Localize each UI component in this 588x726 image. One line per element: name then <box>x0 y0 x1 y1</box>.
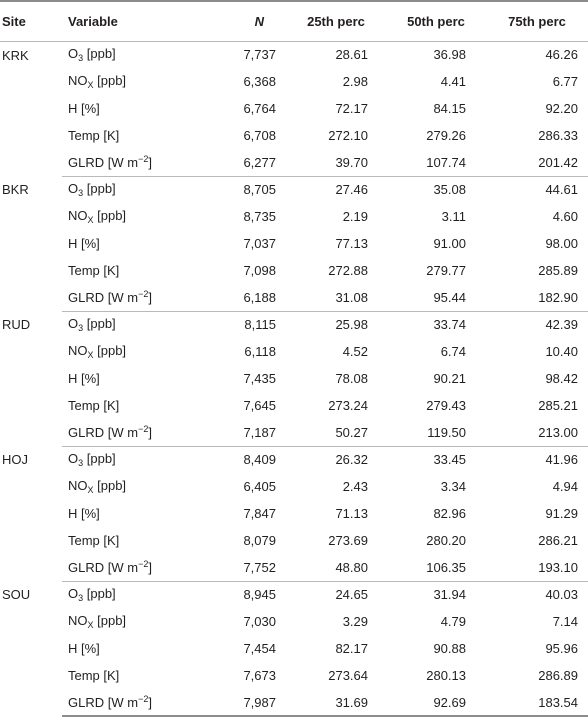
variable-cell <box>62 284 198 311</box>
header-variable: Variable <box>62 1 198 41</box>
p50-cell: 106.35 <box>386 554 486 581</box>
p75-cell: 95.96 <box>545 641 578 656</box>
p50-cell: 4.79 <box>440 614 466 629</box>
variable-unit: ] <box>148 155 152 171</box>
p50-cell: 95.44 <box>386 284 486 311</box>
variable-subscript: X <box>87 215 94 225</box>
p75-cell: 44.61 <box>545 182 578 198</box>
n-cell: 7,098 <box>243 263 276 278</box>
header-site: Site <box>0 1 62 41</box>
variable-cell <box>62 689 198 716</box>
site-cell: SOU <box>2 587 31 602</box>
header-n: N <box>198 1 286 41</box>
variable-label: H [%] <box>68 506 100 521</box>
p50-cell: 279.26 <box>426 128 466 143</box>
header-25th-perc: 25th perc <box>286 1 386 41</box>
variable-label: O <box>68 46 79 62</box>
n-cell: 6,368 <box>243 74 276 89</box>
table-row <box>0 527 588 554</box>
variable-label: NO <box>68 208 88 223</box>
variable-subscript: X <box>87 80 94 90</box>
p75-cell: 286.89 <box>538 668 578 683</box>
p25-cell: 4.52 <box>342 344 368 359</box>
n-cell: 7,454 <box>243 641 276 656</box>
table-row <box>0 662 588 689</box>
site-cell: BKR <box>2 182 29 197</box>
variable-label: H [%] <box>68 641 100 656</box>
p25-cell: 273.64 <box>328 668 368 683</box>
variable-cell <box>62 581 198 608</box>
p75-cell: 98.00 <box>545 236 578 251</box>
n-cell: 6,405 <box>243 479 276 494</box>
variable-cell <box>62 257 198 284</box>
n-cell: 7,645 <box>243 398 276 413</box>
p50-cell: 3.11 <box>441 209 466 224</box>
p75-cell: 4.94 <box>552 479 578 494</box>
variable-cell <box>62 68 198 95</box>
n-cell: 7,030 <box>243 614 276 629</box>
variable-cell <box>62 122 198 149</box>
p25-cell: 273.24 <box>328 398 368 413</box>
n-cell: 6,118 <box>244 344 276 359</box>
variable-label: GLRD [W m <box>68 425 139 441</box>
variable-superscript: −2 <box>138 694 149 704</box>
variable-label: O <box>68 451 79 467</box>
table-row <box>0 203 588 230</box>
p75-cell: 182.90 <box>486 284 588 311</box>
p25-cell: 31.69 <box>286 689 386 716</box>
p50-cell: 92.69 <box>386 689 486 716</box>
variable-cell <box>62 554 198 581</box>
p50-cell: 90.88 <box>433 641 466 656</box>
variable-unit: ] <box>148 425 152 441</box>
header-75th-perc: 75th perc <box>486 1 588 41</box>
table-row <box>0 473 588 500</box>
variable-cell <box>62 311 198 338</box>
variable-unit: [ppb] <box>83 181 116 197</box>
p50-cell: 31.94 <box>433 587 466 603</box>
p75-cell: 41.96 <box>545 452 578 468</box>
p75-cell: 40.03 <box>545 587 578 603</box>
table-row <box>0 554 588 581</box>
n-cell: 7,435 <box>243 371 276 386</box>
variable-superscript: −2 <box>138 154 149 165</box>
p25-cell: 2.43 <box>342 479 368 494</box>
table-row <box>0 149 588 176</box>
variable-label: Temp [K] <box>68 398 120 413</box>
p50-cell: 90.21 <box>433 371 466 386</box>
p50-cell: 36.98 <box>433 47 466 63</box>
variable-subscript: X <box>87 620 94 630</box>
table-row <box>0 338 588 365</box>
n-cell: 8,705 <box>243 182 276 198</box>
p50-cell: 279.77 <box>426 263 466 278</box>
p50-cell: 279.43 <box>426 398 466 413</box>
p25-cell: 28.61 <box>335 47 368 63</box>
p75-cell: 6.77 <box>552 74 578 89</box>
variable-label: Temp [K] <box>68 128 120 143</box>
variable-label: Temp [K] <box>68 533 120 548</box>
header-50th-perc: 50th perc <box>386 1 486 41</box>
table-row <box>0 446 588 473</box>
p75-cell: 91.29 <box>545 506 578 521</box>
p25-cell: 39.70 <box>286 149 386 176</box>
p25-cell: 50.27 <box>286 419 386 446</box>
p25-cell: 24.65 <box>335 587 368 603</box>
variable-subscript: 3 <box>78 323 84 334</box>
p50-cell: 280.20 <box>426 533 466 548</box>
variable-subscript: 3 <box>78 188 84 199</box>
variable-unit: [ppb] <box>83 316 116 332</box>
variable-unit: ] <box>148 560 152 576</box>
table-row <box>0 500 588 527</box>
site-cell: HOJ <box>2 452 28 467</box>
table-row <box>0 419 588 446</box>
table-header <box>0 1 588 41</box>
p25-cell: 82.17 <box>335 641 368 656</box>
variable-unit: ] <box>148 695 152 710</box>
p75-cell: 213.00 <box>486 419 588 446</box>
variable-label: H [%] <box>68 236 100 251</box>
variable-unit: [ppb] <box>93 613 127 628</box>
table-row <box>0 689 588 716</box>
variable-subscript: 3 <box>78 593 84 604</box>
p50-cell: 33.45 <box>433 452 466 468</box>
variable-cell <box>62 419 198 446</box>
variable-label: Temp [K] <box>68 668 120 683</box>
p75-cell: 10.40 <box>545 344 578 359</box>
variable-label: H [%] <box>68 371 100 386</box>
variable-label: NO <box>68 343 88 358</box>
p75-cell: 98.42 <box>545 371 578 386</box>
p75-cell: 286.21 <box>538 533 578 548</box>
n-cell: 8,079 <box>243 533 276 548</box>
variable-cell <box>62 662 198 689</box>
variable-cell <box>62 365 198 392</box>
p25-cell: 2.19 <box>342 209 368 224</box>
table-row <box>0 41 588 68</box>
table-body <box>0 41 588 716</box>
p50-cell: 4.41 <box>440 74 466 89</box>
n-cell: 8,735 <box>243 209 276 224</box>
table-row <box>0 68 588 95</box>
p25-cell: 2.98 <box>342 74 368 89</box>
p25-cell: 71.13 <box>335 506 368 521</box>
variable-cell <box>62 635 198 662</box>
p50-cell: 84.15 <box>433 101 466 116</box>
variable-label: NO <box>68 478 88 493</box>
variable-cell <box>62 41 198 68</box>
site-cell: KRK <box>2 47 29 63</box>
p25-cell: 72.17 <box>335 101 368 116</box>
variable-label: NO <box>68 613 88 628</box>
p25-cell: 272.10 <box>328 128 368 143</box>
p50-cell: 33.74 <box>433 317 466 333</box>
n-cell: 7,987 <box>198 689 286 716</box>
variable-cell <box>62 95 198 122</box>
table-row <box>0 230 588 257</box>
p25-cell: 27.46 <box>335 182 368 198</box>
p25-cell: 3.29 <box>342 614 368 629</box>
p75-cell: 285.21 <box>538 398 578 413</box>
p25-cell: 77.13 <box>335 236 368 251</box>
table-row <box>0 365 588 392</box>
n-cell: 7,847 <box>243 506 276 521</box>
variable-cell <box>62 608 198 635</box>
n-cell: 7,187 <box>198 419 286 446</box>
p25-cell: 25.98 <box>335 317 368 333</box>
table-row <box>0 122 588 149</box>
variable-cell <box>62 176 198 203</box>
variable-cell <box>62 230 198 257</box>
n-cell: 8,409 <box>243 452 276 468</box>
variable-superscript: −2 <box>138 289 149 300</box>
variable-superscript: −2 <box>138 424 149 435</box>
n-cell: 6,764 <box>243 101 276 116</box>
p75-cell: 92.20 <box>545 101 578 116</box>
variable-label: O <box>68 316 79 332</box>
table-row <box>0 257 588 284</box>
p25-cell: 26.32 <box>335 452 368 468</box>
p25-cell: 272.88 <box>328 263 368 278</box>
p75-cell: 4.60 <box>552 209 578 224</box>
variable-unit: [ppb] <box>93 208 127 223</box>
variable-cell <box>62 446 198 473</box>
p75-cell: 285.89 <box>538 263 578 278</box>
variable-unit: [ppb] <box>93 343 127 358</box>
table-row <box>0 95 588 122</box>
table-row <box>0 284 588 311</box>
table-row <box>0 608 588 635</box>
n-cell: 6,708 <box>243 128 276 143</box>
p50-cell: 6.74 <box>440 344 466 359</box>
variable-label: GLRD [W m <box>68 695 139 710</box>
p50-cell: 91.00 <box>433 236 466 251</box>
table-row <box>0 311 588 338</box>
variable-label: O <box>68 586 79 602</box>
p50-cell: 82.96 <box>433 506 466 521</box>
variable-superscript: −2 <box>138 559 149 570</box>
n-cell: 8,115 <box>244 317 276 333</box>
variable-cell <box>62 338 198 365</box>
variable-label: GLRD [W m <box>68 560 139 576</box>
p50-cell: 107.74 <box>386 149 486 176</box>
variable-label: O <box>68 181 79 197</box>
n-cell: 7,037 <box>243 236 276 251</box>
variable-label: Temp [K] <box>68 263 120 278</box>
n-cell: 6,188 <box>198 284 286 311</box>
variable-subscript: 3 <box>78 53 84 64</box>
variable-cell <box>62 473 198 500</box>
p75-cell: 7.14 <box>552 614 578 629</box>
header-row <box>0 1 588 41</box>
variable-unit: [ppb] <box>83 451 116 467</box>
variable-label: NO <box>68 73 88 88</box>
p75-cell: 183.54 <box>486 689 588 716</box>
variable-cell <box>62 500 198 527</box>
p75-cell: 286.33 <box>538 128 578 143</box>
p50-cell: 119.50 <box>386 419 486 446</box>
variable-label: H [%] <box>68 101 100 116</box>
variable-cell <box>62 149 198 176</box>
n-cell: 8,945 <box>243 587 276 603</box>
variable-unit: [ppb] <box>93 478 127 493</box>
variable-subscript: X <box>87 485 94 495</box>
n-cell: 7,737 <box>243 47 276 63</box>
variable-unit: [ppb] <box>93 73 127 88</box>
p75-cell: 193.10 <box>486 554 588 581</box>
table-row <box>0 635 588 662</box>
variable-unit: [ppb] <box>83 586 116 602</box>
n-cell: 6,277 <box>198 149 286 176</box>
n-cell: 7,752 <box>198 554 286 581</box>
p75-cell: 42.39 <box>545 317 578 333</box>
p75-cell: 46.26 <box>545 47 578 63</box>
variable-label: GLRD [W m <box>68 155 139 171</box>
variable-cell <box>62 392 198 419</box>
variable-label: GLRD [W m <box>68 290 139 306</box>
variable-unit: [ppb] <box>83 46 116 62</box>
site-cell: RUD <box>2 317 31 332</box>
variable-subscript: 3 <box>78 458 84 469</box>
n-cell: 7,673 <box>243 668 276 683</box>
table-row <box>0 176 588 203</box>
variable-cell <box>62 527 198 554</box>
p50-cell: 280.13 <box>426 668 466 683</box>
p75-cell: 201.42 <box>486 149 588 176</box>
p25-cell: 273.69 <box>328 533 368 548</box>
table-row <box>0 581 588 608</box>
variable-subscript: X <box>87 350 94 360</box>
p25-cell: 48.80 <box>286 554 386 581</box>
table-row <box>0 392 588 419</box>
p25-cell: 78.08 <box>335 371 368 386</box>
p50-cell: 3.34 <box>440 479 466 494</box>
variable-unit: ] <box>148 290 152 306</box>
variable-cell <box>62 203 198 230</box>
p25-cell: 31.08 <box>286 284 386 311</box>
p50-cell: 35.08 <box>433 182 466 198</box>
